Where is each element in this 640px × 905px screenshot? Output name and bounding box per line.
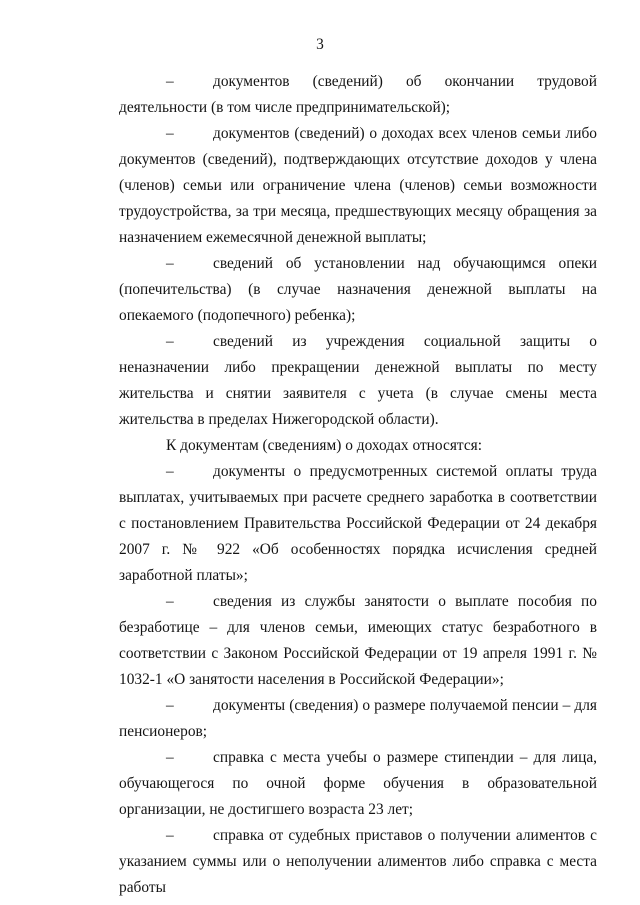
list-item-text: документы (сведения) о размере получаемой пенсии – для пенсионеров; (119, 697, 597, 740)
list-item-text: документов (сведений) об окончании трудовой деятельности (в том числе предпринимательской); (119, 73, 597, 116)
list-item (119, 459, 597, 589)
list-item (119, 329, 597, 433)
list-item-text: документов (сведений) о доходах всех членов семьи либо документов (сведений), подтверждающих отсутствие доходов у члена (членов) семьи или ограничение члена (членов) семьи возможности трудоустройства, за три месяца, предшествующих месяцу обращения за назначением ежемесячной денежной выплаты; (119, 125, 597, 246)
list-dash: – (166, 593, 174, 610)
document-body (119, 69, 597, 901)
list-item (119, 745, 597, 823)
list-dash: – (166, 749, 174, 766)
list-dash: – (166, 333, 174, 350)
list-dash: – (166, 255, 174, 272)
list-dash: – (166, 463, 174, 480)
list-dash: – (166, 697, 174, 714)
list-item-text: справка от судебных приставов о получении алиментов с указанием суммы или о неполучении алиментов либо справка с места работы (119, 827, 597, 896)
list-item (119, 251, 597, 329)
list-item-text: документы о предусмотренных системой оплаты труда выплатах, учитываемых при расчете среднего заработка в соответствии с постановлением Правительства Российской Федерации от 24 декабря 2007 г. № 922 «Об особенностях порядка исчисления средней заработной платы»; (119, 463, 597, 584)
list-item (119, 121, 597, 251)
page-number: 3 (316, 36, 324, 53)
list-item-text: сведений из учреждения социальной защиты о неназначении либо прекращении денежной выплаты по месту жительства и снятии заявителя с учета (в случае смены места жительства в пределах Нижегородской области). (119, 333, 597, 428)
section-lead-paragraph (119, 433, 597, 459)
list-item (119, 589, 597, 693)
list-item-text: сведения из службы занятости о выплате пособия по безработице – для членов семьи, имеющих статус безработного в соответствии с Законом Российской Федерации от 19 апреля 1991 г. № 1032-1 «О занятости населения в Российской Федерации»; (119, 593, 597, 688)
list-dash: – (166, 827, 174, 844)
list-item-text: справка с места учебы о размере стипендии – для лица, обучающегося по очной форме обучения в образовательной организации, не достигшего возраста 23 лет; (119, 749, 597, 818)
list-item (119, 693, 597, 745)
paragraph-text: К документам (сведениям) о доходах относятся: (166, 437, 483, 454)
list-item-text: сведений об установлении над обучающимся опеки (попечительства) (в случае назначения денежной выплаты на опекаемого (подопечного) ребенка); (119, 255, 597, 324)
list-dash: – (166, 125, 174, 142)
list-dash: – (166, 73, 174, 90)
list-item (119, 69, 597, 121)
list-item (119, 823, 597, 901)
